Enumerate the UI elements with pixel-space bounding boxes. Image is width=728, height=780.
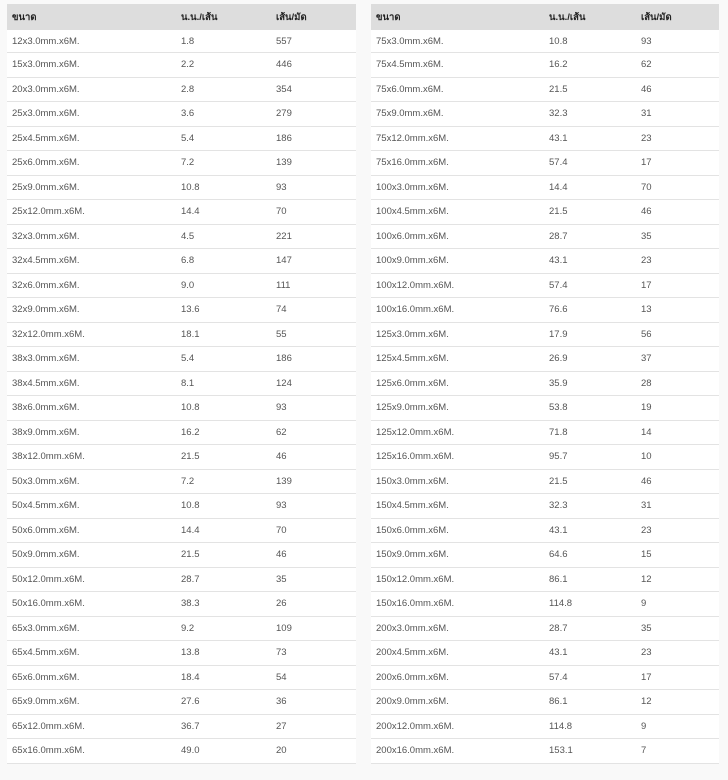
cell-size: 200x3.0mm.x6M. <box>371 616 544 641</box>
cell-weight: 17.9 <box>544 322 636 347</box>
table-row <box>7 77 356 102</box>
cell-weight: 18.4 <box>176 665 271 690</box>
cell-per-bundle: 17 <box>636 273 719 298</box>
cell-per-bundle: 62 <box>636 53 719 78</box>
cell-weight: 13.6 <box>176 298 271 323</box>
cell-size: 150x16.0mm.x6M. <box>371 592 544 617</box>
cell-weight: 14.4 <box>176 200 271 225</box>
cell-size: 65x9.0mm.x6M. <box>7 690 176 715</box>
cell-size: 125x6.0mm.x6M. <box>371 371 544 396</box>
cell-per-bundle: 12 <box>636 690 719 715</box>
cell-per-bundle: 70 <box>271 200 356 225</box>
table-row <box>371 665 719 690</box>
cell-per-bundle: 31 <box>636 102 719 127</box>
table-row <box>7 494 356 519</box>
cell-per-bundle: 14 <box>636 420 719 445</box>
header-size: ขนาด <box>371 4 544 30</box>
cell-per-bundle: 31 <box>636 494 719 519</box>
cell-size: 100x16.0mm.x6M. <box>371 298 544 323</box>
cell-per-bundle: 186 <box>271 126 356 151</box>
cell-weight: 7.2 <box>176 469 271 494</box>
cell-per-bundle: 28 <box>636 371 719 396</box>
cell-weight: 95.7 <box>544 445 636 470</box>
table-row <box>371 30 719 53</box>
cell-size: 125x3.0mm.x6M. <box>371 322 544 347</box>
cell-size: 25x4.5mm.x6M. <box>7 126 176 151</box>
table-row <box>371 224 719 249</box>
cell-weight: 57.4 <box>544 151 636 176</box>
cell-weight: 21.5 <box>176 445 271 470</box>
cell-per-bundle: 35 <box>636 616 719 641</box>
cell-size: 150x9.0mm.x6M. <box>371 543 544 568</box>
table-row <box>7 739 356 764</box>
table-row <box>371 469 719 494</box>
header-weight: น.น./เส้น <box>544 4 636 30</box>
cell-per-bundle: 354 <box>271 77 356 102</box>
cell-per-bundle: 111 <box>271 273 356 298</box>
table-row <box>7 420 356 445</box>
cell-size: 50x4.5mm.x6M. <box>7 494 176 519</box>
cell-per-bundle: 46 <box>271 445 356 470</box>
table-row <box>371 298 719 323</box>
cell-weight: 53.8 <box>544 396 636 421</box>
cell-per-bundle: 124 <box>271 371 356 396</box>
cell-size: 32x9.0mm.x6M. <box>7 298 176 323</box>
table-row <box>371 690 719 715</box>
table-row <box>371 53 719 78</box>
cell-weight: 43.1 <box>544 518 636 543</box>
cell-size: 100x4.5mm.x6M. <box>371 200 544 225</box>
cell-per-bundle: 46 <box>636 469 719 494</box>
table-row <box>7 592 356 617</box>
table-row <box>371 347 719 372</box>
spec-table-right <box>371 4 719 764</box>
cell-weight: 2.8 <box>176 77 271 102</box>
cell-size: 65x6.0mm.x6M. <box>7 665 176 690</box>
cell-size: 200x4.5mm.x6M. <box>371 641 544 666</box>
cell-size: 65x4.5mm.x6M. <box>7 641 176 666</box>
cell-weight: 7.2 <box>176 151 271 176</box>
cell-weight: 32.3 <box>544 102 636 127</box>
table-row <box>371 175 719 200</box>
cell-size: 75x16.0mm.x6M. <box>371 151 544 176</box>
cell-per-bundle: 46 <box>271 543 356 568</box>
cell-per-bundle: 93 <box>271 396 356 421</box>
cell-per-bundle: 37 <box>636 347 719 372</box>
table-body-left <box>7 30 356 763</box>
cell-weight: 10.8 <box>176 396 271 421</box>
table-row <box>7 371 356 396</box>
cell-weight: 3.6 <box>176 102 271 127</box>
table-row <box>7 273 356 298</box>
cell-size: 75x4.5mm.x6M. <box>371 53 544 78</box>
cell-weight: 76.6 <box>544 298 636 323</box>
table-row <box>7 616 356 641</box>
table-row <box>371 739 719 764</box>
table-row <box>371 445 719 470</box>
cell-per-bundle: 109 <box>271 616 356 641</box>
cell-weight: 57.4 <box>544 273 636 298</box>
cell-per-bundle: 13 <box>636 298 719 323</box>
cell-weight: 14.4 <box>544 175 636 200</box>
cell-size: 32x6.0mm.x6M. <box>7 273 176 298</box>
table-row <box>371 714 719 739</box>
table-row <box>7 469 356 494</box>
cell-weight: 9.0 <box>176 273 271 298</box>
table-row <box>7 53 356 78</box>
cell-size: 65x12.0mm.x6M. <box>7 714 176 739</box>
cell-weight: 21.5 <box>544 469 636 494</box>
cell-weight: 21.5 <box>544 200 636 225</box>
cell-weight: 5.4 <box>176 347 271 372</box>
table-row <box>7 30 356 53</box>
table-row <box>371 126 719 151</box>
cell-per-bundle: 279 <box>271 102 356 127</box>
cell-per-bundle: 36 <box>271 690 356 715</box>
cell-weight: 1.8 <box>176 30 271 53</box>
header-weight: น.น./เส้น <box>176 4 271 30</box>
table-row <box>7 714 356 739</box>
cell-size: 12x3.0mm.x6M. <box>7 30 176 53</box>
table-header-row <box>371 4 719 30</box>
cell-size: 32x3.0mm.x6M. <box>7 224 176 249</box>
table-row <box>7 445 356 470</box>
cell-per-bundle: 26 <box>271 592 356 617</box>
table-row <box>371 494 719 519</box>
cell-per-bundle: 139 <box>271 469 356 494</box>
cell-size: 75x9.0mm.x6M. <box>371 102 544 127</box>
cell-weight: 10.8 <box>176 175 271 200</box>
cell-size: 150x6.0mm.x6M. <box>371 518 544 543</box>
table-row <box>7 249 356 274</box>
cell-size: 38x9.0mm.x6M. <box>7 420 176 445</box>
table-row <box>371 518 719 543</box>
cell-weight: 21.5 <box>176 543 271 568</box>
cell-size: 125x4.5mm.x6M. <box>371 347 544 372</box>
table-row <box>371 151 719 176</box>
table-row <box>371 77 719 102</box>
table-row <box>371 641 719 666</box>
cell-size: 38x6.0mm.x6M. <box>7 396 176 421</box>
cell-weight: 14.4 <box>176 518 271 543</box>
cell-size: 150x12.0mm.x6M. <box>371 567 544 592</box>
cell-per-bundle: 12 <box>636 567 719 592</box>
cell-per-bundle: 35 <box>271 567 356 592</box>
cell-per-bundle: 46 <box>636 77 719 102</box>
cell-per-bundle: 17 <box>636 151 719 176</box>
cell-size: 200x12.0mm.x6M. <box>371 714 544 739</box>
cell-size: 65x3.0mm.x6M. <box>7 616 176 641</box>
cell-size: 75x3.0mm.x6M. <box>371 30 544 53</box>
cell-size: 25x12.0mm.x6M. <box>7 200 176 225</box>
cell-size: 20x3.0mm.x6M. <box>7 77 176 102</box>
cell-per-bundle: 93 <box>636 30 719 53</box>
cell-size: 125x16.0mm.x6M. <box>371 445 544 470</box>
table-row <box>7 518 356 543</box>
cell-per-bundle: 9 <box>636 592 719 617</box>
table-row <box>371 420 719 445</box>
cell-size: 75x6.0mm.x6M. <box>371 77 544 102</box>
cell-weight: 114.8 <box>544 714 636 739</box>
cell-per-bundle: 46 <box>636 200 719 225</box>
table-row <box>7 641 356 666</box>
table-header-row <box>7 4 356 30</box>
cell-size: 125x9.0mm.x6M. <box>371 396 544 421</box>
table-row <box>7 126 356 151</box>
cell-size: 200x16.0mm.x6M. <box>371 739 544 764</box>
cell-per-bundle: 23 <box>636 518 719 543</box>
cell-per-bundle: 446 <box>271 53 356 78</box>
cell-weight: 64.6 <box>544 543 636 568</box>
cell-size: 38x3.0mm.x6M. <box>7 347 176 372</box>
cell-size: 50x12.0mm.x6M. <box>7 567 176 592</box>
cell-per-bundle: 70 <box>636 175 719 200</box>
cell-weight: 38.3 <box>176 592 271 617</box>
cell-size: 25x6.0mm.x6M. <box>7 151 176 176</box>
table-row <box>371 543 719 568</box>
cell-weight: 32.3 <box>544 494 636 519</box>
cell-size: 100x6.0mm.x6M. <box>371 224 544 249</box>
table-body-right <box>371 30 719 763</box>
cell-per-bundle: 27 <box>271 714 356 739</box>
table-row <box>7 347 356 372</box>
table-row <box>371 102 719 127</box>
spec-table-left <box>7 4 356 764</box>
cell-per-bundle: 17 <box>636 665 719 690</box>
cell-weight: 16.2 <box>544 53 636 78</box>
cell-per-bundle: 19 <box>636 396 719 421</box>
cell-per-bundle: 35 <box>636 224 719 249</box>
table-row <box>7 665 356 690</box>
cell-weight: 16.2 <box>176 420 271 445</box>
cell-size: 100x9.0mm.x6M. <box>371 249 544 274</box>
table-row <box>7 322 356 347</box>
cell-per-bundle: 139 <box>271 151 356 176</box>
cell-size: 25x9.0mm.x6M. <box>7 175 176 200</box>
cell-weight: 57.4 <box>544 665 636 690</box>
cell-size: 150x4.5mm.x6M. <box>371 494 544 519</box>
cell-per-bundle: 74 <box>271 298 356 323</box>
table-row <box>371 396 719 421</box>
cell-per-bundle: 9 <box>636 714 719 739</box>
table-row <box>371 249 719 274</box>
cell-weight: 10.8 <box>176 494 271 519</box>
cell-per-bundle: 186 <box>271 347 356 372</box>
cell-size: 32x4.5mm.x6M. <box>7 249 176 274</box>
cell-size: 15x3.0mm.x6M. <box>7 53 176 78</box>
cell-weight: 27.6 <box>176 690 271 715</box>
cell-per-bundle: 7 <box>636 739 719 764</box>
cell-weight: 13.8 <box>176 641 271 666</box>
cell-size: 50x9.0mm.x6M. <box>7 543 176 568</box>
cell-weight: 28.7 <box>544 224 636 249</box>
table-row <box>7 224 356 249</box>
cell-weight: 28.7 <box>176 567 271 592</box>
cell-weight: 4.5 <box>176 224 271 249</box>
cell-weight: 71.8 <box>544 420 636 445</box>
cell-weight: 9.2 <box>176 616 271 641</box>
cell-per-bundle: 54 <box>271 665 356 690</box>
cell-weight: 26.9 <box>544 347 636 372</box>
cell-weight: 43.1 <box>544 249 636 274</box>
cell-weight: 5.4 <box>176 126 271 151</box>
cell-size: 50x16.0mm.x6M. <box>7 592 176 617</box>
table-row <box>371 200 719 225</box>
cell-per-bundle: 73 <box>271 641 356 666</box>
cell-weight: 153.1 <box>544 739 636 764</box>
cell-size: 75x12.0mm.x6M. <box>371 126 544 151</box>
cell-per-bundle: 56 <box>636 322 719 347</box>
cell-size: 200x6.0mm.x6M. <box>371 665 544 690</box>
cell-size: 65x16.0mm.x6M. <box>7 739 176 764</box>
table-row <box>7 396 356 421</box>
cell-weight: 43.1 <box>544 641 636 666</box>
cell-weight: 8.1 <box>176 371 271 396</box>
cell-size: 200x9.0mm.x6M. <box>371 690 544 715</box>
cell-per-bundle: 221 <box>271 224 356 249</box>
cell-per-bundle: 62 <box>271 420 356 445</box>
cell-size: 38x12.0mm.x6M. <box>7 445 176 470</box>
cell-weight: 49.0 <box>176 739 271 764</box>
table-row <box>7 200 356 225</box>
table-row <box>371 616 719 641</box>
cell-weight: 28.7 <box>544 616 636 641</box>
cell-size: 100x12.0mm.x6M. <box>371 273 544 298</box>
cell-weight: 86.1 <box>544 567 636 592</box>
cell-per-bundle: 23 <box>636 126 719 151</box>
cell-size: 25x3.0mm.x6M. <box>7 102 176 127</box>
cell-weight: 21.5 <box>544 77 636 102</box>
cell-per-bundle: 557 <box>271 30 356 53</box>
cell-weight: 6.8 <box>176 249 271 274</box>
cell-weight: 10.8 <box>544 30 636 53</box>
cell-per-bundle: 70 <box>271 518 356 543</box>
table-row <box>371 322 719 347</box>
cell-weight: 2.2 <box>176 53 271 78</box>
table-row <box>371 371 719 396</box>
header-per-bundle: เส้น/มัด <box>636 4 719 30</box>
cell-per-bundle: 23 <box>636 641 719 666</box>
table-row <box>371 592 719 617</box>
table-row <box>371 273 719 298</box>
cell-size: 50x6.0mm.x6M. <box>7 518 176 543</box>
table-row <box>7 543 356 568</box>
cell-size: 50x3.0mm.x6M. <box>7 469 176 494</box>
cell-weight: 36.7 <box>176 714 271 739</box>
table-row <box>371 567 719 592</box>
header-per-bundle: เส้น/มัด <box>271 4 356 30</box>
cell-per-bundle: 93 <box>271 494 356 519</box>
cell-weight: 35.9 <box>544 371 636 396</box>
cell-size: 150x3.0mm.x6M. <box>371 469 544 494</box>
cell-per-bundle: 20 <box>271 739 356 764</box>
cell-per-bundle: 23 <box>636 249 719 274</box>
cell-weight: 18.1 <box>176 322 271 347</box>
cell-size: 38x4.5mm.x6M. <box>7 371 176 396</box>
table-row <box>7 690 356 715</box>
cell-size: 100x3.0mm.x6M. <box>371 175 544 200</box>
cell-per-bundle: 147 <box>271 249 356 274</box>
cell-size: 125x12.0mm.x6M. <box>371 420 544 445</box>
cell-size: 32x12.0mm.x6M. <box>7 322 176 347</box>
table-row <box>7 567 356 592</box>
cell-weight: 114.8 <box>544 592 636 617</box>
cell-per-bundle: 15 <box>636 543 719 568</box>
table-row <box>7 298 356 323</box>
cell-weight: 86.1 <box>544 690 636 715</box>
table-row <box>7 175 356 200</box>
cell-per-bundle: 93 <box>271 175 356 200</box>
cell-per-bundle: 55 <box>271 322 356 347</box>
cell-weight: 43.1 <box>544 126 636 151</box>
header-size: ขนาด <box>7 4 176 30</box>
cell-per-bundle: 10 <box>636 445 719 470</box>
table-row <box>7 151 356 176</box>
table-row <box>7 102 356 127</box>
